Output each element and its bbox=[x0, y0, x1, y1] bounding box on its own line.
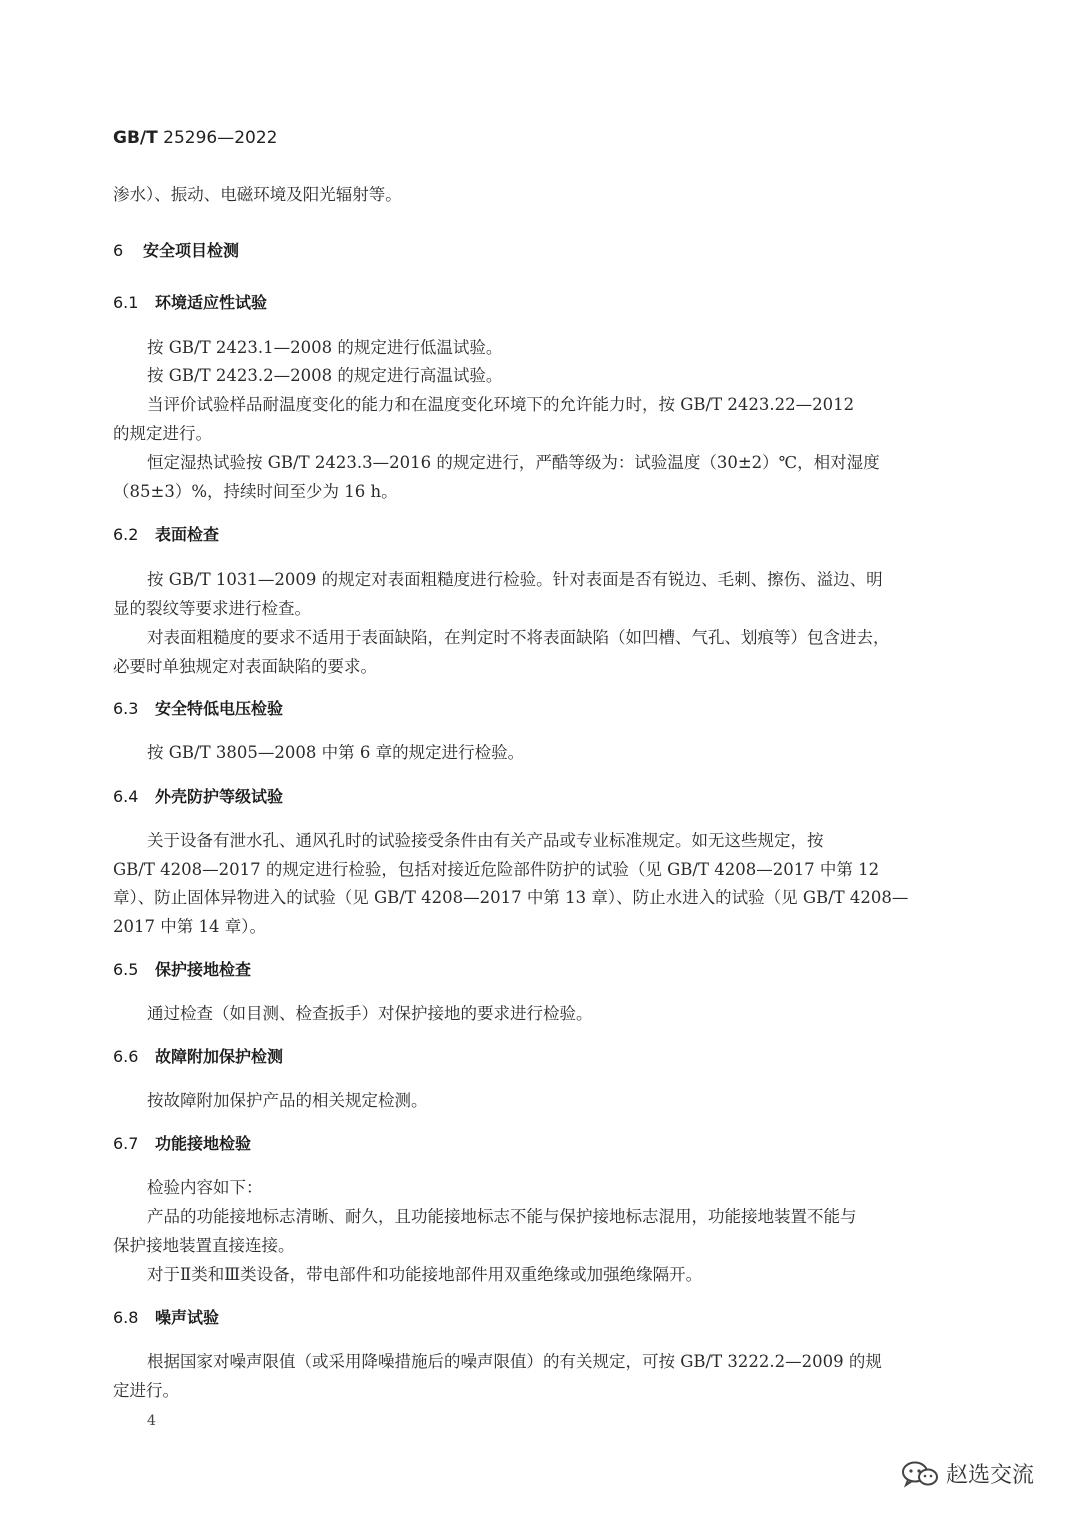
paragraph-line: （85±3）%，持续时间至少为 16 h。 bbox=[113, 482, 398, 501]
section-title: 外壳防护等级试验 bbox=[155, 787, 284, 806]
paragraph-line: 通过检查（如目测、检查扳手）对保护接地的要求进行检验。 bbox=[147, 1004, 593, 1023]
paragraph-line: 对表面粗糙度的要求不适用于表面缺陷，在判定时不将表面缺陷（如凹槽、气孔、划痕等）包含进去， bbox=[147, 628, 890, 647]
paragraph-line: 2017 中第 14 章）。 bbox=[113, 917, 266, 936]
section-number: 6.1 bbox=[113, 293, 139, 312]
paragraph-line: 渗水）、振动、电磁环境及阳光辐射等。 bbox=[113, 185, 402, 204]
section-title: 表面检查 bbox=[155, 525, 220, 544]
paragraph-line: 保护接地装置直接连接。 bbox=[113, 1236, 295, 1255]
section-number: 6.8 bbox=[113, 1308, 139, 1327]
paragraph-line: GB/T 4208—2017 的规定进行检验，包括对接近危险部件防护的试验（见 GB/T 4208—2017 中第 12 bbox=[113, 860, 880, 879]
paragraph-line: 必要时单独规定对表面缺陷的要求。 bbox=[113, 657, 377, 676]
wechat-icon bbox=[900, 1460, 940, 1488]
section-number: 6 bbox=[113, 241, 124, 260]
paragraph-line: 按 GB/T 3805—2008 中第 6 章的规定进行检验。 bbox=[147, 743, 525, 762]
section-title: 噪声试验 bbox=[155, 1308, 220, 1327]
standard-prefix: GB/T bbox=[113, 128, 158, 148]
paragraph-line: 按 GB/T 1031—2009 的规定对表面粗糙度进行检验。针对表面是否有锐边、毛刺、擦伤、溢边、明 bbox=[147, 570, 883, 589]
paragraph-line: 定进行。 bbox=[113, 1381, 179, 1400]
paragraph-line: 根据国家对噪声限值（或采用降噪措施后的噪声限值）的有关规定，可按 GB/T 3222.2—2009 的规 bbox=[147, 1352, 882, 1371]
section-heading-6-5 bbox=[113, 959, 251, 981]
section-title: 故障附加保护检测 bbox=[155, 1047, 284, 1066]
section-heading-6-7 bbox=[113, 1133, 251, 1155]
section-heading-6-4 bbox=[113, 786, 283, 808]
section-number: 6.3 bbox=[113, 699, 139, 718]
paragraph-line: 按故障附加保护产品的相关规定检测。 bbox=[147, 1091, 428, 1110]
standard-code-header bbox=[113, 128, 277, 148]
section-number: 6.6 bbox=[113, 1047, 139, 1066]
paragraph-line: 关于设备有泄水孔、通风孔时的试验接受条件由有关产品或专业标准规定。如无这些规定，按 bbox=[147, 831, 824, 850]
section-title: 保护接地检查 bbox=[155, 960, 252, 979]
paragraph-line: 的规定进行。 bbox=[113, 424, 212, 443]
section-number: 6.4 bbox=[113, 787, 139, 806]
section-heading-6-6 bbox=[113, 1046, 283, 1068]
paragraph-line: 当评价试验样品耐温度变化的能力和在温度变化环境下的允许能力时，按 GB/T 2423.22—2012 bbox=[147, 395, 855, 414]
section-title: 安全特低电压检验 bbox=[155, 699, 284, 718]
paragraph-line: 产品的功能接地标志清晰、耐久，且功能接地标志不能与保护接地标志混用，功能接地装置不能与 bbox=[147, 1207, 857, 1226]
paragraph-line: 对于Ⅱ类和Ⅲ类设备，带电部件和功能接地部件用双重绝缘或加强绝缘隔开。 bbox=[147, 1265, 703, 1284]
section-heading-6-1 bbox=[113, 292, 267, 314]
paragraph-line: 按 GB/T 2423.2—2008 的规定进行高温试验。 bbox=[147, 366, 503, 385]
paragraph-line: 检验内容如下： bbox=[147, 1178, 263, 1197]
section-number: 6.5 bbox=[113, 960, 139, 979]
watermark bbox=[900, 1458, 1034, 1489]
section-heading-6-8 bbox=[113, 1307, 219, 1329]
section-heading-6-3 bbox=[113, 698, 283, 720]
page-number: 4 bbox=[147, 1413, 156, 1429]
paragraph-line: 按 GB/T 2423.1—2008 的规定进行低温试验。 bbox=[147, 338, 503, 357]
section-title: 环境适应性试验 bbox=[155, 293, 268, 312]
section-heading-6-2 bbox=[113, 524, 219, 546]
section-number: 6.7 bbox=[113, 1134, 139, 1153]
section-number: 6.2 bbox=[113, 525, 139, 544]
paragraph-line: 章）、防止固体异物进入的试验（见 GB/T 4208—2017 中第 13 章）、防止水进入的试验（见 GB/T 4208— bbox=[113, 888, 909, 907]
section-title: 功能接地检验 bbox=[155, 1134, 252, 1153]
paragraph-line: 恒定湿热试验按 GB/T 2423.3—2016 的规定进行，严酷等级为：试验温度（30±2）℃，相对湿度 bbox=[147, 453, 880, 472]
standard-number: 25296—2022 bbox=[163, 128, 278, 148]
watermark-text: 赵选交流 bbox=[946, 1463, 1035, 1488]
section-heading-6 bbox=[113, 240, 239, 262]
section-title: 安全项目检测 bbox=[143, 241, 240, 260]
paragraph-line: 显的裂纹等要求进行检查。 bbox=[113, 599, 311, 618]
